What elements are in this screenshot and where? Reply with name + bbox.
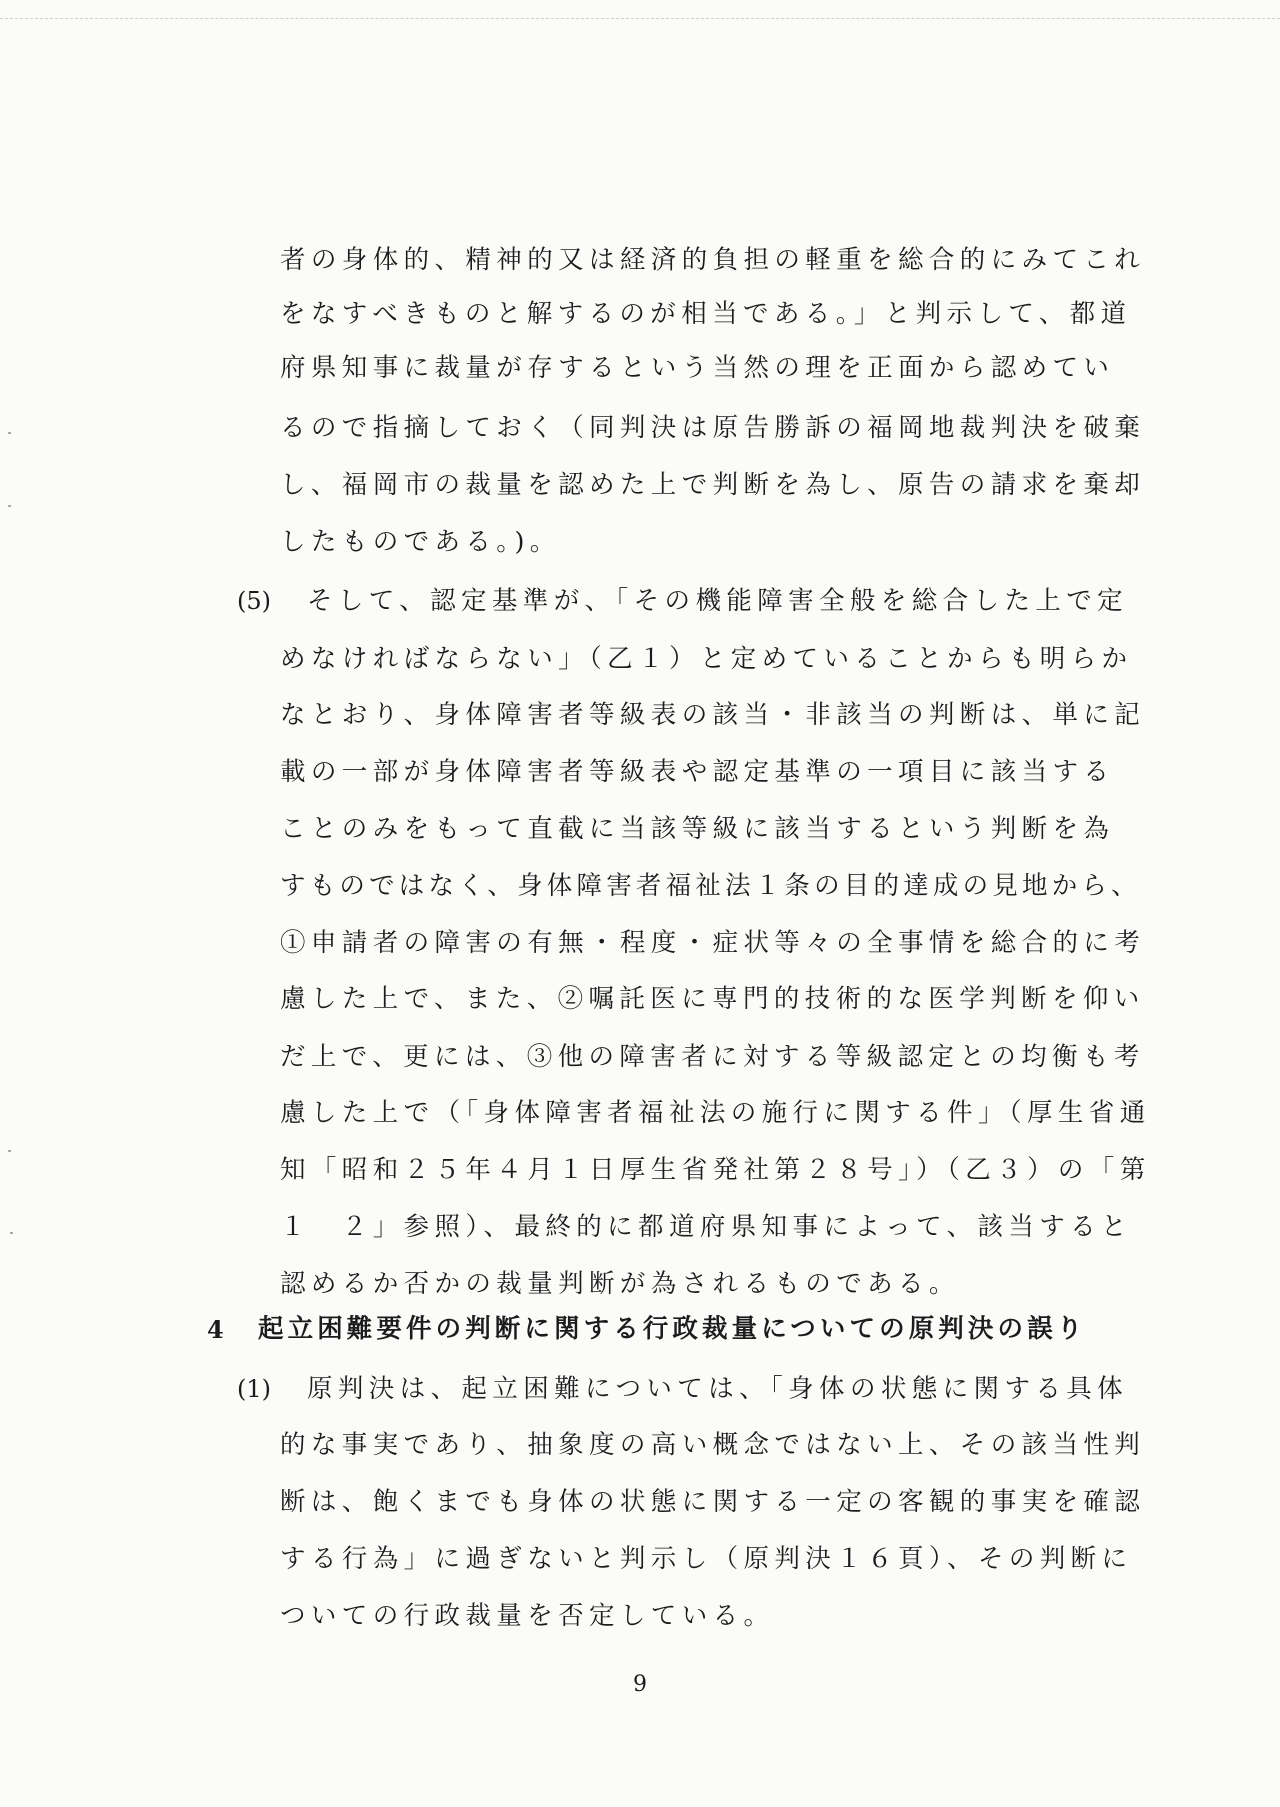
- paragraph-line: ついての行政裁量を否定している。: [280, 1601, 775, 1631]
- section-title: 起立困難要件の判断に関する行政裁量についての原判決の誤り: [258, 1314, 1087, 1344]
- paragraph-line: 府県知事に裁量が存するという当然の理を正面から認めてい: [280, 353, 1115, 383]
- paragraph-line: 載の一部が身体障害者等級表や認定基準の一項目に該当する: [280, 757, 1115, 787]
- paragraph-line: ①申請者の障害の有無・程度・症状等々の全事情を総合的に考: [280, 928, 1146, 958]
- paragraph-line: そして、認定基準が、「その機能障害全般を総合した上で定: [307, 586, 1129, 616]
- section-number: 4: [207, 1315, 224, 1344]
- page-number: 9: [633, 1672, 647, 1697]
- paragraph-line: 認めるか否かの裁量判断が為されるものである。: [280, 1269, 960, 1299]
- scan-speck: [10, 1232, 13, 1234]
- paragraph-line: 原判決は、起立困難については、「身体の状態に関する具体: [307, 1374, 1129, 1404]
- paragraph-line: 知「昭和２５年４月１日厚生省発社第２８号」）（乙３）の「第: [280, 1155, 1151, 1185]
- paragraph-line: したものである。)。: [280, 527, 561, 557]
- paragraph-line: なとおり、身体障害者等級表の該当・非該当の判断は、単に記: [280, 700, 1146, 730]
- paragraph-line: する行為」に過ぎないと判示し（原判決１６頁）、その判断に: [280, 1544, 1133, 1574]
- scan-speck: [8, 432, 11, 434]
- paragraph-line: ことのみをもって直截に当該等級に該当するという判断を為: [280, 814, 1115, 844]
- scan-speck: [8, 505, 11, 507]
- item-marker: (1): [237, 1375, 271, 1403]
- paragraph-line: 慮した上で（「身体障害者福祉法の施行に関する件」（厚生省通: [280, 1098, 1151, 1128]
- scan-speck: [8, 1150, 11, 1152]
- paragraph-line: 慮した上で、また、②嘱託医に専門的技術的な医学判断を仰い: [280, 984, 1145, 1014]
- paragraph-line: をなすべきものと解するのが相当である。」と判示して、都道: [280, 299, 1132, 329]
- paragraph-line: すものではなく、身体障害者福祉法１条の目的達成の見地から、: [280, 871, 1141, 901]
- scan-top-edge: [0, 18, 1280, 19]
- paragraph-line: し、福岡市の裁量を認めた上で判断を為し、原告の請求を棄却: [280, 470, 1146, 500]
- paragraph-line: だ上で、更には、③他の障害者に対する等級認定との均衡も考: [280, 1042, 1145, 1072]
- paragraph-line: めなければならない」（乙１）と定めていることからも明らか: [280, 644, 1133, 674]
- item-marker: (5): [237, 587, 271, 615]
- paragraph-line: るので指摘しておく（同判決は原告勝訴の福岡地裁判決を破棄: [280, 413, 1146, 443]
- paragraph-line: 的な事実であり、抽象度の高い概念ではない上、その該当性判: [280, 1430, 1146, 1460]
- paragraph-line: １ ２」参照）、最終的に都道府県知事によって、該当すると: [280, 1212, 1132, 1242]
- paragraph-line: 者の身体的、精神的又は経済的負担の軽重を総合的にみてこれ: [280, 245, 1146, 275]
- paragraph-line: 断は、飽くまでも身体の状態に関する一定の客観的事実を確認: [280, 1487, 1146, 1517]
